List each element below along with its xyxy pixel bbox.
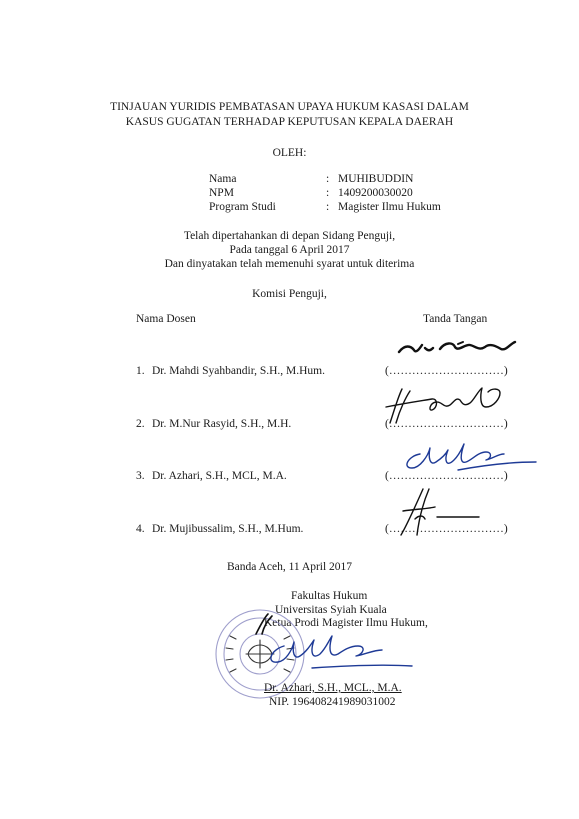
examiner-2-name: Dr. M.Nur Rasyid, S.H., M.H. bbox=[152, 418, 292, 430]
approval-university: Universitas Syiah Kuala bbox=[275, 604, 387, 616]
title-line-1: TINJAUAN YURIDIS PEMBATASAN UPAYA HUKUM KASASI DALAM bbox=[110, 101, 469, 113]
name-separator: : bbox=[326, 173, 330, 185]
place-date: Banda Aceh, 11 April 2017 bbox=[226, 561, 353, 573]
approval-name: Dr. Azhari, S.H., MCL., M.A. bbox=[264, 682, 402, 694]
examiner-3-name: Dr. Azhari, S.H., MCL, M.A. bbox=[152, 470, 287, 482]
approval-signature bbox=[262, 632, 422, 678]
examiner-1-name: Dr. Mahdi Syahbandir, S.H., M.Hum. bbox=[152, 365, 325, 377]
examiner-2-signature bbox=[382, 383, 532, 428]
examiner-2-number: 2. bbox=[136, 418, 145, 430]
examiner-4-name: Dr. Mujibussalim, S.H., M.Hum. bbox=[152, 523, 304, 535]
column-header-signature: Tanda Tangan bbox=[423, 313, 488, 325]
npm-value: 1409200030020 bbox=[338, 187, 413, 199]
examiner-4-number: 4. bbox=[136, 523, 145, 535]
committee-label: Komisi Penguji, bbox=[252, 288, 327, 300]
examiner-1-signature-line: (…………………………) bbox=[385, 365, 508, 377]
examiner-2-signature-line: (…………………………) bbox=[385, 418, 508, 430]
examiner-4-signature-line: (…………………………) bbox=[385, 523, 508, 535]
statement-line-2: Pada tanggal 6 April 2017 bbox=[229, 244, 350, 256]
approval-faculty: Fakultas Hukum bbox=[291, 590, 368, 602]
approval-position: Ketua Prodi Magister Ilmu Hukum, bbox=[264, 617, 428, 629]
approval-nip: NIP. 196408241989031002 bbox=[269, 696, 396, 708]
name-label: Nama bbox=[209, 173, 237, 185]
program-label: Program Studi bbox=[209, 201, 276, 213]
examiner-3-signature bbox=[400, 440, 540, 480]
examiner-1-number: 1. bbox=[136, 365, 145, 377]
npm-separator: : bbox=[326, 187, 330, 199]
examiner-3-signature-line: (…………………………) bbox=[385, 470, 508, 482]
examiner-3-number: 3. bbox=[136, 470, 145, 482]
npm-label: NPM bbox=[209, 187, 234, 199]
oleh-label: OLEH: bbox=[272, 147, 307, 159]
title-line-2: KASUS GUGATAN TERHADAP KEPUTUSAN KEPALA DAERAH bbox=[125, 116, 454, 128]
examiner-1-signature bbox=[395, 335, 525, 365]
program-separator: : bbox=[326, 201, 330, 213]
name-value: MUHIBUDDIN bbox=[338, 173, 414, 185]
statement-line-3: Dan dinyatakan telah memenuhi syarat untuk diterima bbox=[164, 258, 415, 270]
program-value: Magister Ilmu Hukum bbox=[338, 201, 441, 213]
examiner-4-signature bbox=[395, 483, 515, 541]
column-header-name: Nama Dosen bbox=[136, 313, 196, 325]
statement-line-1: Telah dipertahankan di depan Sidang Penguji, bbox=[183, 230, 396, 242]
